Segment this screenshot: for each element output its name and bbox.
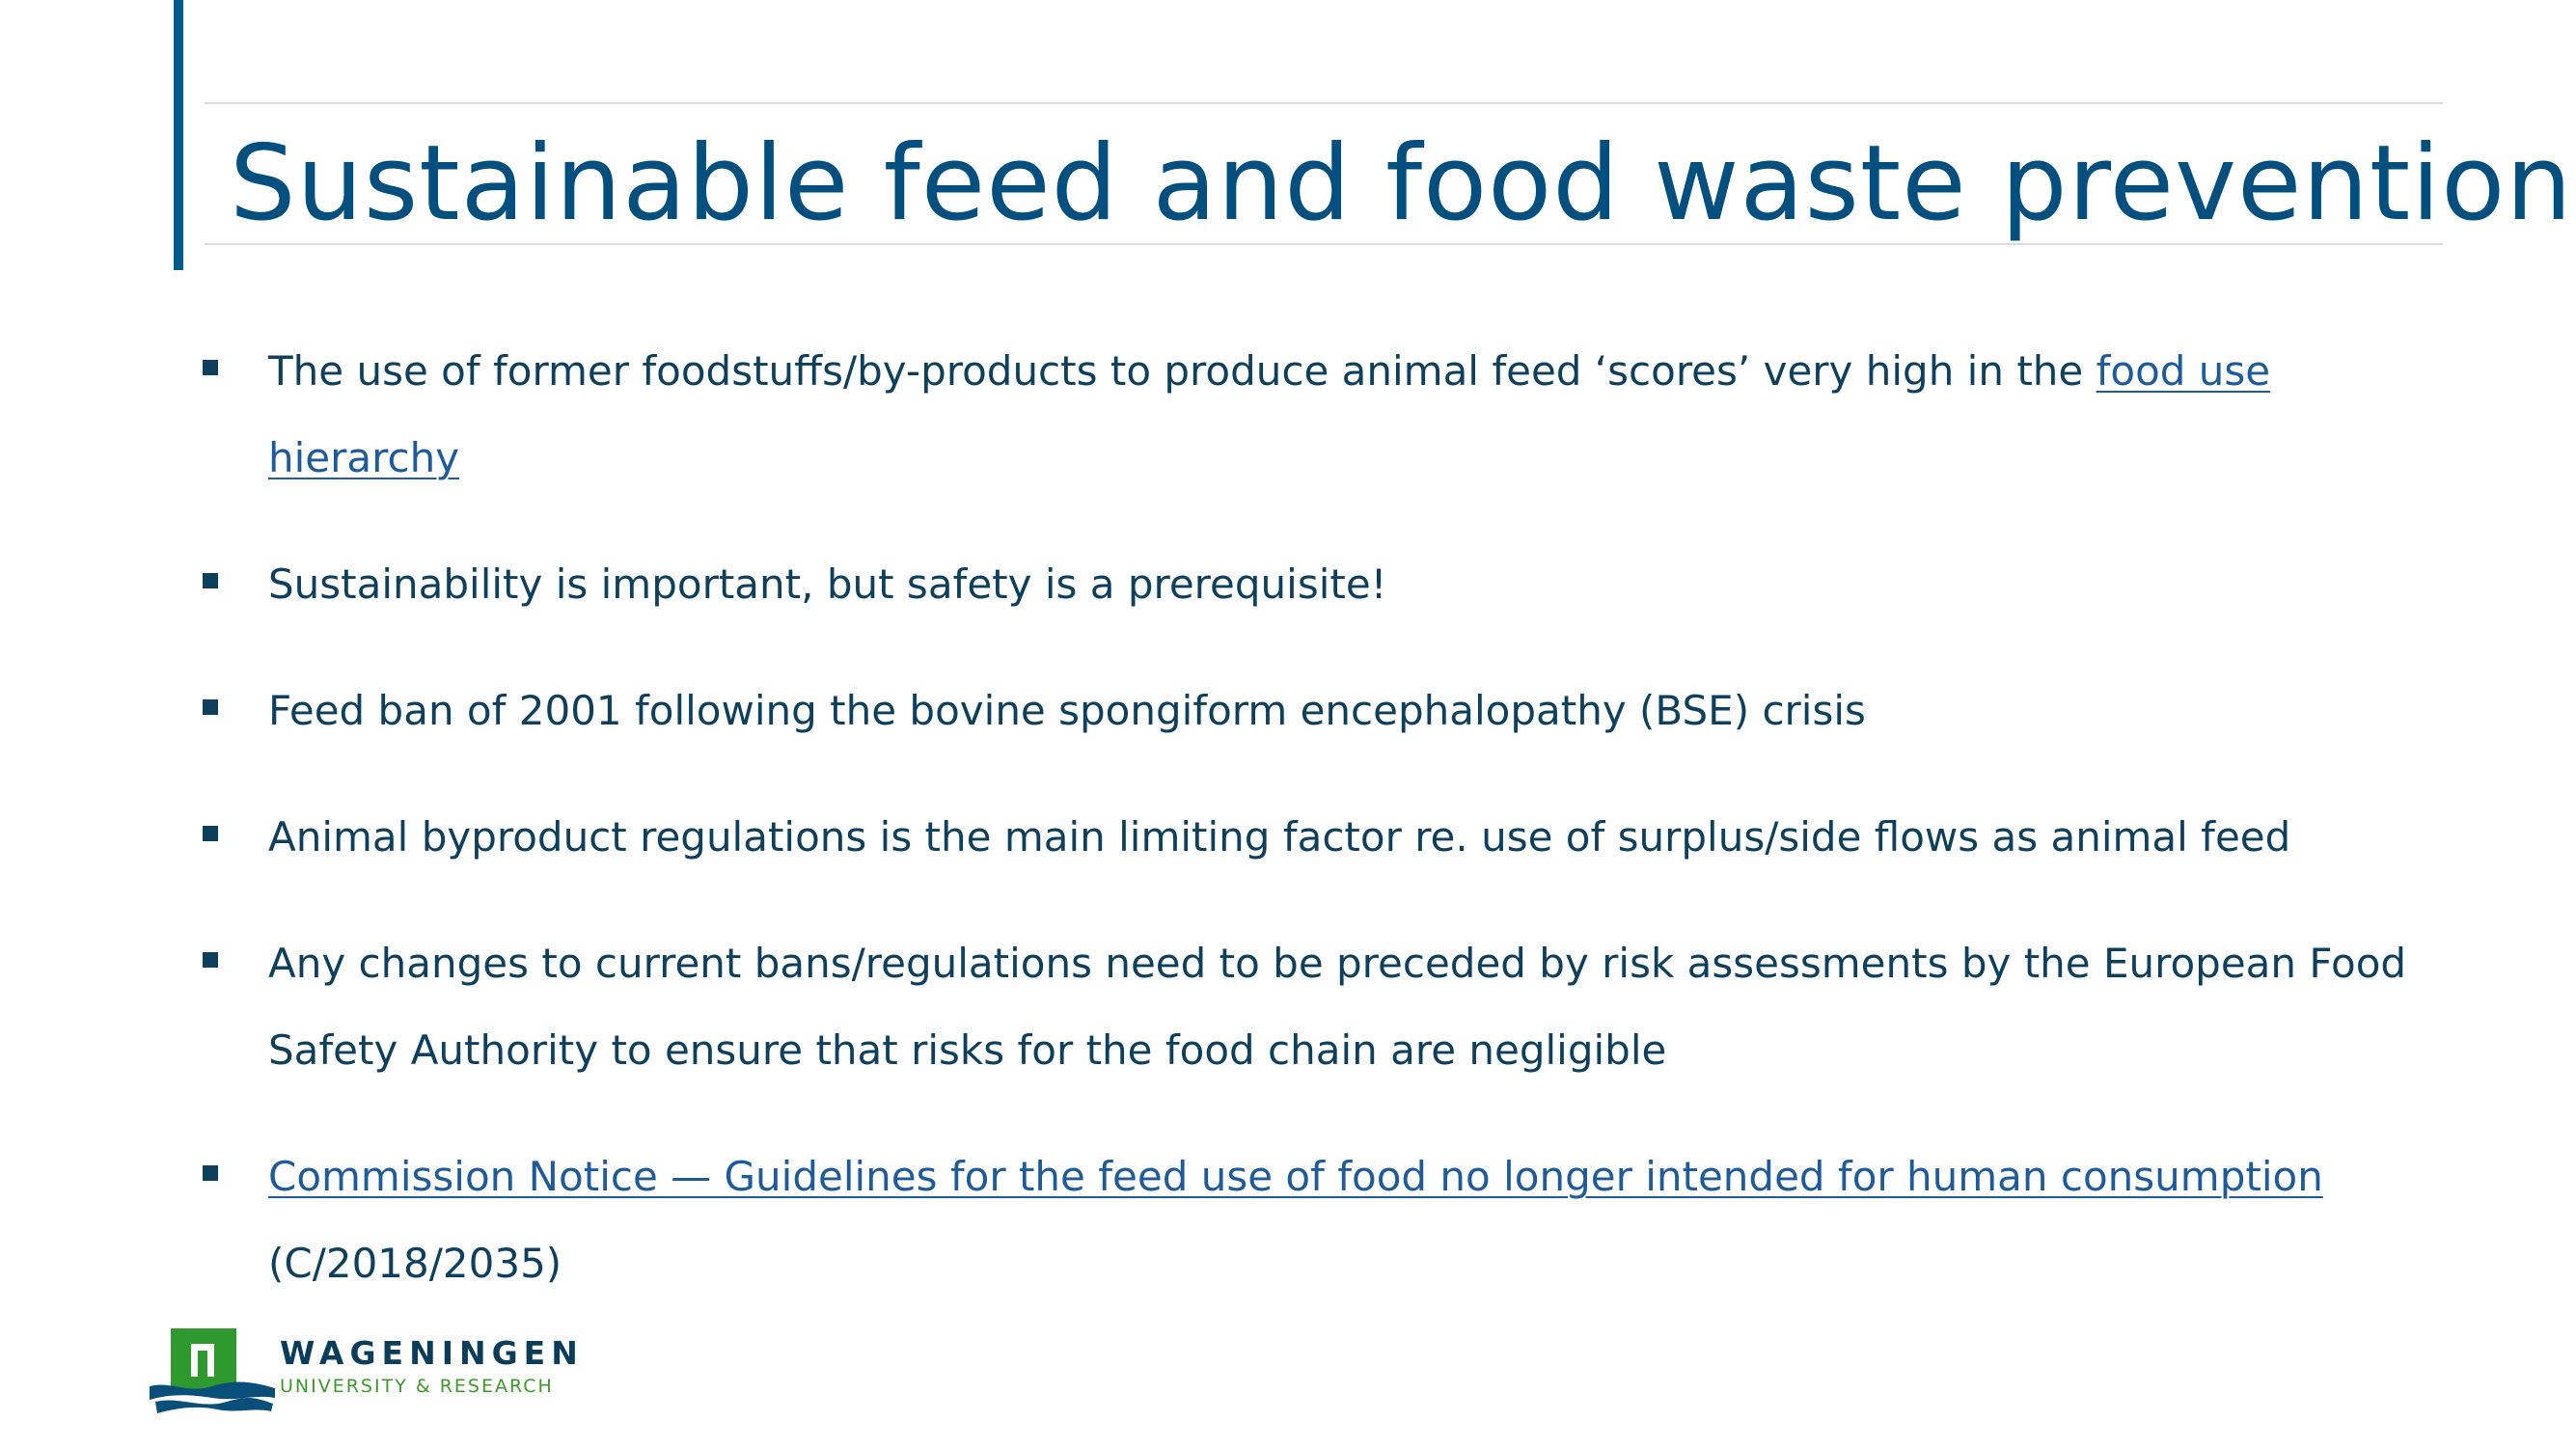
title-accent-bar <box>174 0 183 270</box>
bullet-item-3 <box>203 668 2460 754</box>
food-use-hierarchy-link[interactable]: food use hierarchy <box>268 347 2271 481</box>
slide-title: Sustainable feed and food waste prevention <box>230 123 2573 244</box>
square-bullet-icon <box>203 699 218 715</box>
bullet-text: Animal byproduct regulations is the main limiting factor re. use of surplus/side flows as animal feed <box>268 813 2291 861</box>
commission-notice-link[interactable]: Commission Notice — Guidelines for the feed use of food no longer intended for human consumption <box>268 1153 2323 1200</box>
square-bullet-icon <box>203 573 218 588</box>
bullet-list <box>203 328 2460 1347</box>
bullet-text: Sustainability is important, but safety is a prerequisite! <box>268 560 1387 608</box>
wageningen-logo-icon <box>150 1326 275 1415</box>
bullet-text: Feed ban of 2001 following the bovine spongiform encephalopathy (BSE) crisis <box>268 687 1866 734</box>
bullet-text-suffix: (C/2018/2035) <box>268 1240 562 1287</box>
logo-subtitle: UNIVERSITY & RESEARCH <box>280 1376 554 1397</box>
square-bullet-icon <box>203 1165 218 1181</box>
bullet-text: The use of former foodstuffs/by-products to produce animal feed ‘scores’ very high in the <box>268 347 2096 395</box>
wageningen-logo <box>150 1326 593 1415</box>
title-top-rule <box>205 102 2443 104</box>
square-bullet-icon <box>203 826 218 841</box>
bullet-item-2 <box>203 541 2460 628</box>
bullet-item-1 <box>203 328 2460 502</box>
bullet-item-4 <box>203 794 2460 881</box>
logo-wordmark <box>280 1334 584 1400</box>
logo-name: WAGENINGEN <box>280 1334 584 1372</box>
bullet-item-5 <box>203 920 2460 1094</box>
square-bullet-icon <box>203 952 218 968</box>
bullet-text: Any changes to current bans/regulations need to be preceded by risk assessments by the European Food Safety Authority to ensure that risks for the food chain are negligible <box>268 940 2407 1074</box>
square-bullet-icon <box>203 360 218 375</box>
bullet-item-6 <box>203 1134 2460 1307</box>
